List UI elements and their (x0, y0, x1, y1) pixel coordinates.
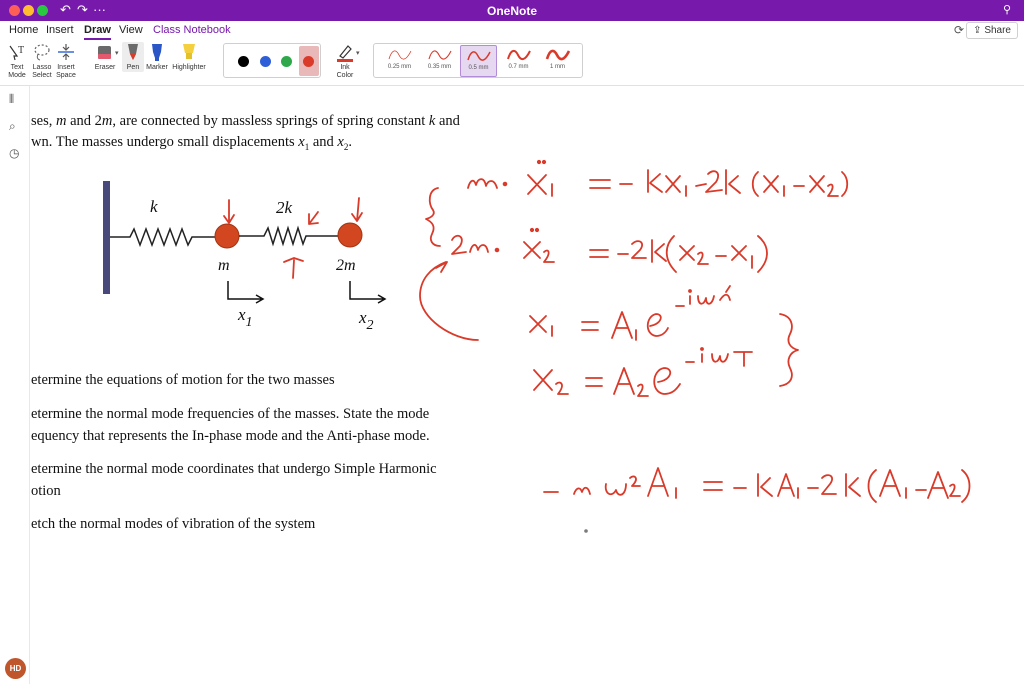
question-d: etch the normal modes of vibration of the system (31, 516, 316, 532)
label-2m: 2m (336, 257, 356, 274)
lightbulb-icon[interactable]: ⚲ (1003, 4, 1012, 16)
width-label-05: 0.5 mm (468, 65, 489, 71)
ink-color-dropdown-icon[interactable]: ▾ (356, 50, 360, 57)
recent-icon[interactable]: ◷ (9, 146, 20, 160)
x2-axis-arrow (350, 281, 385, 303)
width-label-07: 0.7 mm (508, 64, 529, 70)
tab-home[interactable]: Home (9, 24, 39, 36)
tab-insert[interactable]: Insert (46, 24, 74, 36)
problem-text-line-2: wn. The masses undergo small displacements $x_1$ and $x_2$. (31, 134, 352, 152)
question-b-line-2: equency that represents the In-phase mode and the Anti-phase mode. (31, 428, 430, 444)
mass-m (215, 224, 239, 248)
app-title: OneNote (486, 4, 537, 18)
problem-text-line-1: ses, m and 2m, are connected by massless springs of spring constant k and (31, 113, 460, 129)
more-options-icon[interactable]: ··· (93, 2, 106, 17)
tab-class-notebook[interactable]: Class Notebook (153, 24, 231, 36)
search-icon[interactable]: ⌕ (9, 119, 16, 133)
eraser-label: Eraser (94, 64, 116, 71)
lasso-label: Lasso (32, 64, 52, 71)
redo-icon[interactable]: ↷ (77, 2, 88, 17)
ink-color-label: Ink (340, 64, 350, 71)
lasso-label-2: Select (32, 72, 52, 79)
text-mode-label: Text (10, 64, 24, 71)
wall (103, 181, 110, 294)
question-a: etermine the equations of motion for the two masses (31, 372, 335, 388)
label-x1: $x_1$ (238, 305, 253, 330)
label-m: m (218, 257, 230, 274)
insert-space-label-2: Space (56, 72, 76, 79)
width-label-025: 0.25 mm (387, 64, 412, 70)
spring-2k (239, 228, 338, 244)
label-k: k (150, 197, 158, 216)
pen-label: Pen (126, 64, 140, 71)
highlighter-label: Highlighter (172, 64, 206, 71)
width-label-1: 1 mm (550, 64, 565, 70)
question-b-line-1: etermine the normal mode frequencies of the masses. State the mode (31, 406, 430, 422)
tab-draw[interactable]: Draw (84, 24, 111, 36)
svg-text:T: T (18, 45, 25, 56)
notebooks-icon[interactable]: ⫴ (9, 92, 15, 106)
question-c-line-2: otion (31, 483, 61, 499)
undo-icon[interactable]: ↶ (60, 2, 71, 17)
sync-icon[interactable]: ⟳ (953, 23, 964, 37)
question-c-line-1: etermine the normal mode coordinates that undergo Simple Harmonic (31, 461, 437, 477)
x1-axis-arrow (228, 281, 263, 303)
marker-label: Marker (146, 64, 168, 71)
width-label-035: 0.35 mm (427, 64, 452, 70)
avatar[interactable]: HD (5, 658, 26, 679)
share-icon: ⇪ (973, 25, 985, 36)
ink-color-label-2: Color (336, 72, 354, 79)
insert-space-label: Insert (57, 64, 75, 71)
mass-2m (338, 223, 362, 247)
label-2k: 2k (276, 198, 293, 217)
eraser-dropdown-icon[interactable]: ▾ (115, 50, 119, 57)
tab-view[interactable]: View (119, 24, 143, 36)
share-label: Share (984, 25, 1011, 36)
label-x2: $x_2$ (359, 308, 374, 333)
text-mode-label-2: Mode (8, 72, 26, 79)
spring-k (110, 229, 216, 245)
